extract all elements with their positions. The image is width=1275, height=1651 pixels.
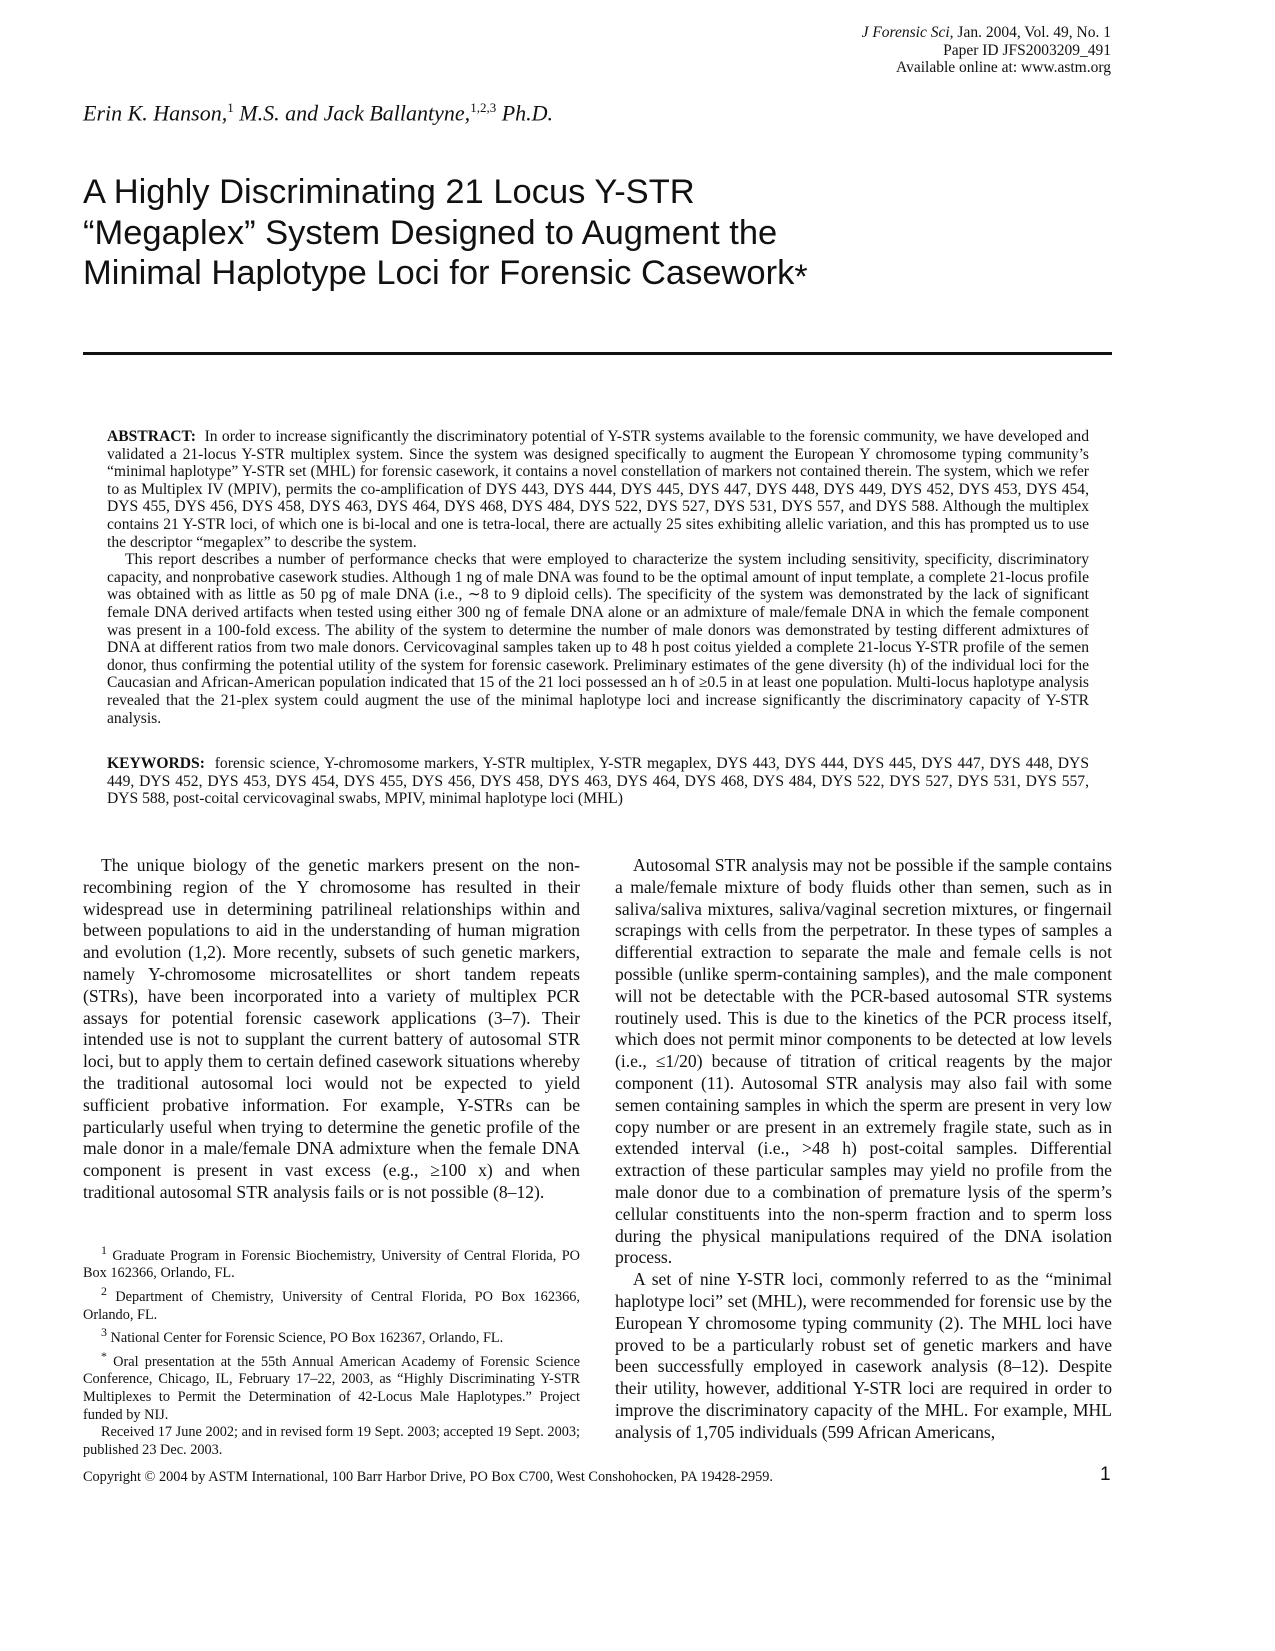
abstract xyxy=(107,428,1089,727)
title-line: “Megaplex” System Designed to Augment the xyxy=(83,213,778,252)
left-column xyxy=(83,855,580,1204)
page-number: 1 xyxy=(1100,1464,1111,1485)
author-line xyxy=(83,100,553,126)
abstract-paragraph: This report describes a number of performance checks that were employed to characterize the system including sensitivity, specificity, discriminatory capacity, and nonprobative casework studies. Although 1 ng of male DNA was found to be the optimal amount of input template, a complete 21-locus profile was obtained with as little as 50 pg of male DNA (i.e., ∼8 to 9 diploid cells). The specificity of the system was demonstrated by the lack of significant female DNA derived artifacts when tested using either 300 ng of female DNA alone or an admixture of male/female DNA in which the female component was present in a 100-fold excess. The ability of the system to determine the number of male donors was demonstrated by testing different admixtures of DNA at different ratios from two male donors. Cervicovaginal samples taken up to 48 h post coitus yielded a complete 21-locus Y-STR profile of the semen donor, thus confirming the potential utility of the system for forensic casework. Preliminary estimates of the gene diversity (h) of the individual loci for the Caucasian and African-American population indicated that 15 of the 21 loci possessed an h of ≥0.5 in at least one population. Multi-locus haplotype analysis revealed that the 21-plex system could augment the use of the minimal haplotype loci and increase significantly the discriminatory capacity of Y-STR analysis. xyxy=(107,551,1089,727)
title-line: A Highly Discriminating 21 Locus Y-STR xyxy=(83,173,695,211)
footnote-mark: 3 xyxy=(101,1325,107,1340)
author-1: Erin K. Hanson, xyxy=(83,100,228,126)
footnote: Oral presentation at the 55th Annual American Academy of Forensic Science Conference, Chicago, IL, February 17–22, 2003, as “Highly Discriminating Y-STR Multiplexes to Permit the Determination of 42-Locus Male Haplotypes.” Project funded by NIJ. xyxy=(83,1353,580,1423)
journal-name: J Forensic Sci, xyxy=(861,24,954,41)
abstract-paragraph: In order to increase significantly the discriminatory potential of Y-STR systems available to the forensic community, we have developed and validated a 21-locus Y-STR multiplex system. Since the system was designed specifically to augment the European Y chromosome typing community’s “minimal haplotype” Y-STR set (MHL) for forensic casework, it contains a novel constellation of markers not contained therein. The system, which we refer to as Multiplex IV (MPIV), permits the co-amplification of DYS 443, DYS 444, DYS 445, DYS 447, DYS 448, DYS 449, DYS 452, DYS 453, DYS 454, DYS 455, DYS 456, DYS 458, DYS 463, DYS 464, DYS 468, DYS 484, DYS 522, DYS 527, DYS 531, DYS 557, and DYS 588. Although the multiplex contains 21 Y-STR loci, of which one is bi-local and one is tetra-local, there are actually 25 sites exhibiting allelic variation, and this has prompted us to use the descriptor “megaplex” to describe the system. xyxy=(107,428,1090,551)
body-paragraph: A set of nine Y-STR loci, commonly referred to as the “minimal haplotype loci” set (MHL), were recommended for forensic use by the European Y chromosome typing community (2). The MHL loci have proved to be a particularly robust set of genetic markers and have been successfully employed in casework analysis (8–12). Despite their utility, however, additional Y-STR loci are required in order to improve the discriminatory capacity of the MHL. For example, MHL analysis of 1,705 individuals (599 African Americans, xyxy=(615,1269,1112,1442)
paper-id: Paper ID JFS2003209_491 xyxy=(943,41,1111,59)
title-divider xyxy=(83,352,1112,355)
author-2: M.S. and Jack Ballantyne, xyxy=(233,100,471,126)
footnote-mark: 2 xyxy=(101,1284,107,1299)
author-2-degree: Ph.D. xyxy=(496,100,554,126)
right-column xyxy=(615,855,1112,1444)
keywords xyxy=(107,755,1089,808)
keywords-text: forensic science, Y-chromosome markers, Y-STR multiplex, Y-STR megaplex, DYS 443, DYS 444, DYS 445, DYS 447, DYS 448, DYS 449, DYS 452, DYS 453, DYS 454, DYS 455, DYS 456, DYS 458, DYS 463, DYS 464, DYS 468, DYS 484, DYS 522, DYS 527, DYS 531, DYS 557, DYS 588, post-coital cervicovaginal swabs, MPIV, minimal haplotype loci (MHL) xyxy=(107,755,1089,808)
author-1-affiliation: 1 xyxy=(227,100,234,115)
copyright-footer: Copyright © 2004 by ASTM International, 100 Barr Harbor Drive, PO Box C700, West Conshohocken, PA 19428-2959. xyxy=(83,1469,773,1485)
footnote: Graduate Program in Forensic Biochemistry, University of Central Florida, PO Box 162366, Orlando, FL. xyxy=(83,1247,580,1282)
keywords-label: KEYWORDS: xyxy=(107,755,205,772)
footnote-mark: 1 xyxy=(101,1243,107,1257)
title-footnote-mark: * xyxy=(794,258,808,296)
journal-header xyxy=(862,24,1111,77)
footnote: National Center for Forensic Science, PO Box 162367, Orlando, FL. xyxy=(106,1330,504,1347)
received-dates: Received 17 June 2002; and in revised form 19 Sept. 2003; accepted 19 Sept. 2003; published 23 Dec. 2003. xyxy=(83,1424,580,1459)
body-paragraph: Autosomal STR analysis may not be possible if the sample contains a male/female mixture of body fluids other than semen, such as in saliva/saliva mixtures, saliva/vaginal secretion mixtures, or fingernail scrapings with cells from the perpetrator. In these types of samples a differential extraction to separate the male and female cells is not possible (unlike sperm-containing samples), and the male component will not be detectable with the PCR-based autosomal STR systems routinely used. This is due to the kinetics of the PCR process itself, which does not permit minor components to be detected at low levels (i.e., ≤1/20) because of titration of critical reagents by the major component (11). Autosomal STR analysis may also fail with some semen containing samples in which the sperm are present in very low copy number or are present in an extremely fragile state, such as in extended interval (i.e., >48 h) post-coital samples. Differential extraction of these particular samples may yield no profile from the male donor due to a combination of premature lysis of the sperm’s cellular constituents into the non-sperm fraction and to sperm loss during the physical manipulations required of the DNA isolation process. xyxy=(615,855,1112,1268)
abstract-label: ABSTRACT: xyxy=(107,428,196,445)
author-2-affiliation: 1,2,3 xyxy=(470,100,497,115)
title-line: Minimal Haplotype Loci for Forensic Casework xyxy=(83,254,795,292)
footnote: Department of Chemistry, University of Central Florida, PO Box 162366, Orlando, FL. xyxy=(83,1288,580,1323)
journal-issue: Jan. 2004, Vol. 49, No. 1 xyxy=(953,24,1111,41)
paper-title xyxy=(83,172,983,298)
footnotes xyxy=(83,1242,580,1460)
footnote-mark: * xyxy=(101,1348,107,1363)
online-availability: Available online at: www.astm.org xyxy=(896,59,1111,76)
body-paragraph: The unique biology of the genetic markers present on the non-recombining region of the Y chromosome has resulted in their widespread use in determining patrilineal relationships within and between populations to aid in the understanding of human migration and evolution (1,2). More recently, subsets of such genetic markers, namely Y-chromosome microsatellites or short tandem repeats (STRs), have been incorporated into a variety of multiplex PCR assays for potential forensic casework applications (3–7). Their intended use is not to supplant the current battery of autosomal STR loci, but to apply them to certain defined casework situations whereby the traditional autosomal loci would not be expected to yield sufficient probative information. For example, Y-STRs can be particularly useful when trying to determine the genetic profile of the male donor in a male/female DNA admixture when the female DNA component is present in vast excess (e.g., ≥100 x) and when traditional autosomal STR analysis fails or is not possible (8–12). xyxy=(83,855,580,1202)
